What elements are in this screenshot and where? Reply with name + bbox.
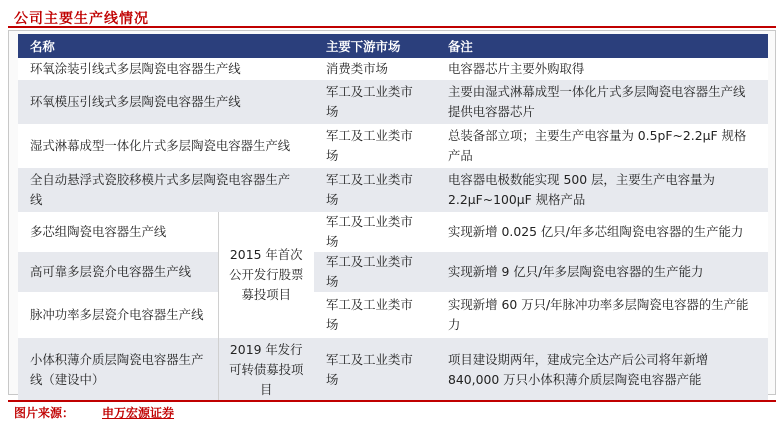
row-note: 电容器芯片主要外购取得 (436, 58, 768, 80)
row-note: 主要由湿式淋幕成型一体化片式多层陶瓷电容器生产线提供电容器芯片 (436, 80, 768, 124)
row-note: 实现新增 0.025 亿只/年多芯组陶瓷电容器的生产能力 (436, 212, 768, 252)
page-title: 公司主要生产线情况 (14, 11, 149, 27)
header-name: 名称 (18, 34, 314, 58)
row-name: 全自动悬浮式瓷胶移模片式多层陶瓷电容器生产线 (18, 168, 314, 212)
table-header-row (18, 34, 768, 58)
source-label: 图片来源： (14, 406, 75, 420)
row-market: 军工及工业类市场 (314, 80, 436, 124)
row-note: 总装备部立项；主要生产电容量为 0.5pF~2.2μF 规格产品 (436, 124, 768, 168)
funding-2019-cell: 2019 年发行可转债募投项目 (218, 338, 314, 402)
row-name: 环氧模压引线式多层陶瓷电容器生产线 (18, 80, 314, 124)
funding-2015-cell: 2015 年首次公开发行股票募投项目 (218, 212, 314, 338)
table-row (18, 338, 768, 402)
production-line-table (18, 34, 769, 402)
table-row (18, 124, 768, 168)
table-row (18, 212, 768, 252)
row-market: 军工及工业类市场 (314, 292, 436, 338)
row-market: 消费类市场 (314, 58, 436, 80)
table-row (18, 252, 768, 292)
row-note: 实现新增 9 亿只/年多层陶瓷电容器的生产能力 (436, 252, 768, 292)
row-name: 小体积薄介质层陶瓷电容器生产线（建设中） (18, 338, 218, 402)
table-row (18, 292, 768, 338)
title-bar (8, 6, 776, 28)
row-name: 湿式淋幕成型一体化片式多层陶瓷电容器生产线 (18, 124, 314, 168)
row-market: 军工及工业类市场 (314, 124, 436, 168)
table-row (18, 58, 768, 80)
row-market: 军工及工业类市场 (314, 338, 436, 402)
row-market: 军工及工业类市场 (314, 168, 436, 212)
row-note: 项目建设期两年，建成完全达产后公司将年新增 840,000 万只小体积薄介质层陶瓷电容器产能 (436, 338, 768, 402)
row-note: 电容器电极数能实现 500 层，主要生产电容量为 2.2μF~100μF 规格产品 (436, 168, 768, 212)
row-market: 军工及工业类市场 (314, 212, 436, 252)
row-market: 军工及工业类市场 (314, 252, 436, 292)
source-value: 申万宏源证券 (102, 406, 175, 420)
header-market: 主要下游市场 (314, 34, 436, 58)
table-row (18, 168, 768, 212)
header-note: 备注 (436, 34, 768, 58)
row-note: 实现新增 60 万只/年脉冲功率多层陶瓷电容器的生产能力 (436, 292, 768, 338)
row-name: 高可靠多层瓷介电容器生产线 (18, 252, 218, 292)
source-bar (8, 400, 776, 420)
row-name: 多芯组陶瓷电容器生产线 (18, 212, 218, 252)
row-name: 环氧涂装引线式多层陶瓷电容器生产线 (18, 58, 314, 80)
row-name: 脉冲功率多层瓷介电容器生产线 (18, 292, 218, 338)
table-row (18, 80, 768, 124)
